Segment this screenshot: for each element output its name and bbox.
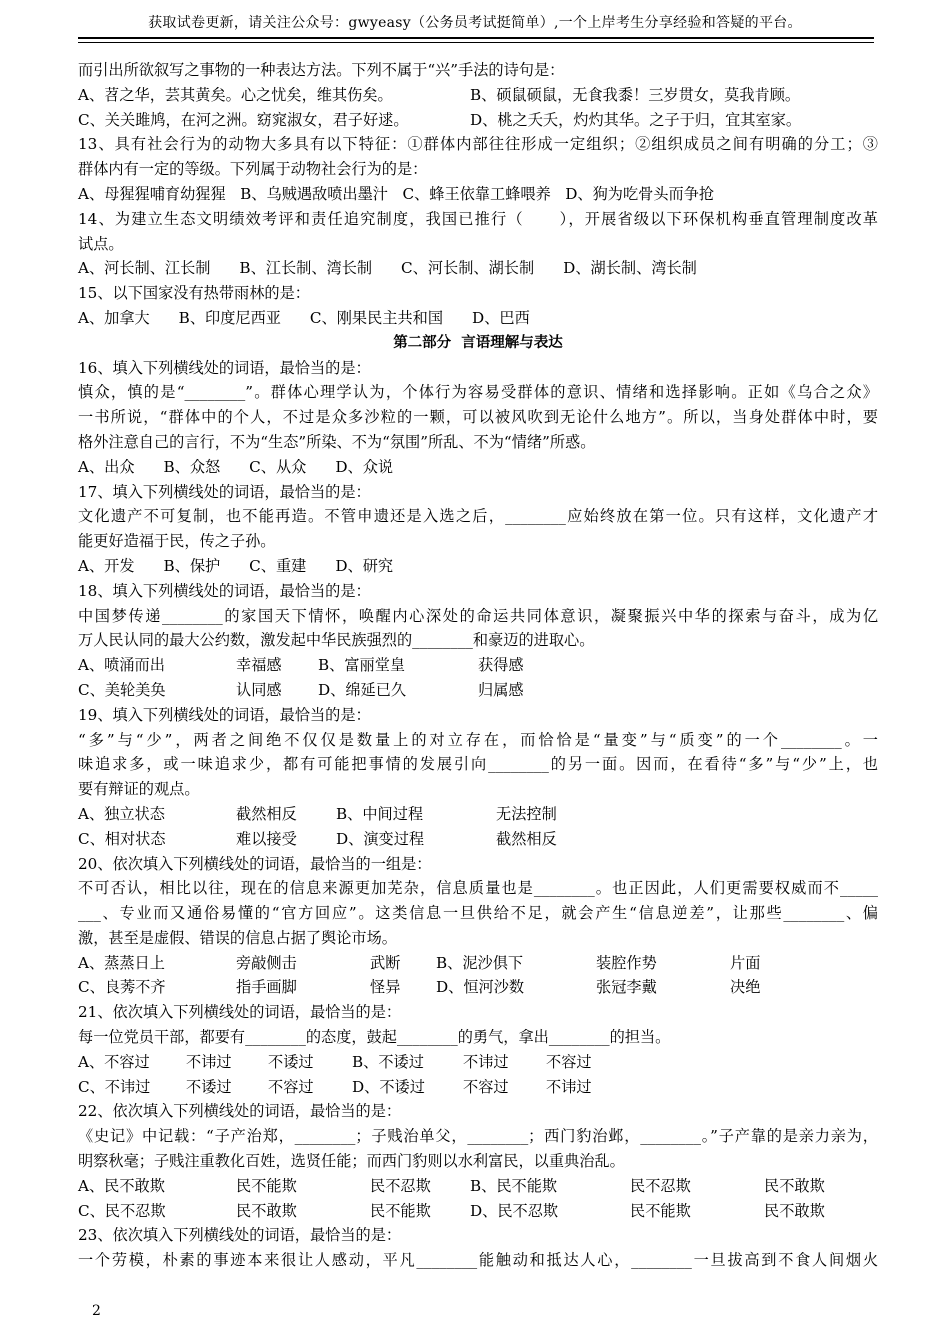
option-c-word: 民不能欺 [370, 1201, 431, 1220]
option-b-word: 民不敢欺 [764, 1176, 825, 1195]
option-c-word: 指手画脚 [236, 978, 297, 997]
option-b: B、富丽堂皇 [318, 656, 406, 675]
option-d: D、绵延已久 [318, 680, 407, 699]
option-d: D、恒河沙数 [436, 978, 525, 997]
option-line [78, 802, 878, 827]
question-13-options: A、母猩猩哺育幼猩猩 B、乌贼遇敌喷出墨汁 C、蜂王依靠工蜂喂养 D、狗为吃骨头而争抢 [78, 184, 715, 203]
option-d-word: 归属感 [478, 680, 524, 699]
option-d-word: 截然相反 [496, 829, 557, 848]
option-line [78, 975, 878, 1000]
option-d-word: 不容过 [463, 1077, 509, 1096]
option-line [78, 678, 878, 703]
text-line: 中国梦传递________的家国天下情怀，唤醒内心深处的命运共同体意识，凝聚振兴中华的探索与奋斗，成为亿 [78, 606, 878, 625]
text-line: 慎众，慎的是“________”。群体心理学认为，个体行为容易受群体的意识、情绪和选择影响。正如《乌合之众》 [78, 383, 878, 402]
text-line: 味追求多，或一味追求少，都有可能把事情的发展引向________的另一面。因而，在看待“多”与“少”上，也 [78, 755, 878, 774]
option-c-word: 民不敢欺 [236, 1201, 297, 1220]
option-d-word: 民不敢欺 [764, 1201, 825, 1220]
text-line: 文化遗产不可复制，也不能再造。不管申遗还是入选之后，________应始终放在第一位。只有这样，文化遗产才 [78, 507, 878, 526]
text-line: 试点。 [78, 234, 124, 253]
option-a-word: 截然相反 [236, 804, 297, 823]
text-line: 一书所说，“群体中的个人，不过是众多沙粒的一颗，可以被风吹到无论什么地方”。所以，当身处群体中时，要 [78, 408, 878, 427]
option-line [78, 1174, 878, 1199]
option-b: B、硕鼠硕鼠，无食我黍！三岁贯女，莫我肯顾。 [470, 85, 801, 104]
header-rule-thick [78, 37, 874, 39]
option-b: B、民不能欺 [470, 1176, 558, 1195]
text-line: 群体内有一定的等级。下列属于动物社会行为的是： [78, 160, 428, 179]
option-a-word: 不讳过 [186, 1052, 232, 1071]
text-line: 明察秋毫；子贱注重教化百姓，选贤任能；而西门豹则以水利富民，以重典治乱。 [78, 1152, 625, 1171]
text-line: 一个劳模，朴素的事迹本来很让人感动，平凡________能触动和抵达人心，________一旦拔高到不食人间烟火 [78, 1251, 878, 1270]
option-c: C、美轮美奂 [78, 680, 166, 699]
option-c: C、不讳过 [78, 1077, 151, 1096]
option-c-word: 怪异 [370, 978, 401, 997]
option-b-word: 民不忍欺 [630, 1176, 691, 1195]
option-d-word: 不讳过 [546, 1077, 592, 1096]
option-a-word: 幸福感 [236, 656, 282, 675]
option-a: A、民不敢欺 [78, 1176, 165, 1195]
option-d: D、演变过程 [336, 829, 425, 848]
question-15-options: A、加拿大 B、印度尼西亚 C、刚果民主共和国 D、巴西 [78, 308, 530, 327]
option-a-word: 民不忍欺 [370, 1176, 431, 1195]
option-d: D、不诿过 [352, 1077, 425, 1096]
text-line: 能更好造福于民，传之子孙。 [78, 532, 276, 551]
page-number: 2 [92, 1303, 101, 1319]
question-14: 14、为建立生态文明绩效考评和责任追究制度，我国已推行（ ），开展省级以下环保机构垂直管理制度改革 [78, 209, 878, 228]
text-line: 每一位党员干部，都要有________的态度，鼓起________的勇气，拿出________的担当。 [78, 1028, 671, 1047]
option-b-word: 片面 [730, 953, 761, 972]
question-16: 16、填入下列横线处的词语，最恰当的是： [78, 358, 371, 377]
question-20: 20、依次填入下列横线处的词语，最恰当的一组是： [78, 854, 432, 873]
option-c-word: 认同感 [236, 680, 282, 699]
option-line [78, 827, 878, 852]
text-line: ___、专业而又通俗易懂的“官方回应”。这类信息一旦供给不足，就会产生“信息逆差”，让那些________、偏 [78, 904, 878, 923]
option-a-word: 武断 [370, 953, 401, 972]
option-d: D、桃之夭夭，灼灼其华。之子于归，宜其室家。 [470, 110, 802, 129]
option-c-word: 不诿过 [186, 1077, 232, 1096]
question-22: 22、依次填入下列横线处的词语，最恰当的是： [78, 1102, 402, 1121]
option-b-word: 不容过 [546, 1052, 592, 1071]
question-17: 17、填入下列横线处的词语，最恰当的是： [78, 482, 371, 501]
question-19: 19、填入下列横线处的词语，最恰当的是： [78, 705, 371, 724]
option-c: C、民不忍欺 [78, 1201, 166, 1220]
option-d-word: 民不能欺 [630, 1201, 691, 1220]
page-header: 获取试卷更新，请关注公众号：gwyeasy（公务员考试挺简单）,一个上岸考生分享经验和答疑的平台。 [148, 15, 802, 31]
option-line [78, 1199, 878, 1224]
text-line: 要有辩证的观点。 [78, 780, 200, 799]
question-18: 18、填入下列横线处的词语，最恰当的是： [78, 581, 371, 600]
option-b: B、中间过程 [336, 804, 424, 823]
option-line [78, 83, 878, 108]
question-15: 15、以下国家没有热带雨林的是： [78, 284, 310, 303]
header-rule-thin [78, 42, 874, 43]
option-b-word: 无法控制 [496, 804, 557, 823]
option-d-word: 决绝 [730, 978, 761, 997]
option-b: B、不诿过 [352, 1052, 424, 1071]
option-b-word: 不讳过 [463, 1052, 509, 1071]
option-d: D、民不忍欺 [470, 1201, 559, 1220]
option-a-word: 民不能欺 [236, 1176, 297, 1195]
question-16-options: A、出众 B、众怒 C、从众 D、众说 [78, 457, 394, 476]
text-line: 不可否认，相比以往，现在的信息来源更加芜杂，信息质量也是________。也正因此，人们更需要权威而不_____ [78, 879, 878, 898]
text-line: “多”与“少”，两者之间绝不仅仅是数量上的对立存在，而恰恰是“量变”与“质变”的一个________。一 [78, 730, 878, 749]
document-body [78, 58, 878, 1273]
option-a: A、喷涌而出 [78, 656, 165, 675]
option-b-word: 装腔作势 [596, 953, 657, 972]
option-a: A、不容过 [78, 1052, 150, 1071]
section-title: 第二部分 言语理解与表达 [393, 334, 563, 351]
question-17-options: A、开发 B、保护 C、重建 D、研究 [78, 556, 394, 575]
option-line [78, 951, 878, 976]
option-c: C、关关雎鸠，在河之洲。窈窕淑女，君子好逑。 [78, 110, 409, 129]
option-line [78, 108, 878, 133]
option-c-word: 难以接受 [236, 829, 297, 848]
text-line: 万人民认同的最大公约数，激发起中华民族强烈的________和豪迈的进取心。 [78, 631, 595, 650]
option-c: C、相对状态 [78, 829, 166, 848]
option-line [78, 1075, 878, 1100]
text-line: 激，甚至是虚假、错误的信息占据了舆论市场。 [78, 928, 397, 947]
option-b-word: 获得感 [478, 656, 524, 675]
option-d-word: 张冠李戴 [596, 978, 657, 997]
option-line [78, 653, 878, 678]
question-23: 23、依次填入下列横线处的词语，最恰当的是： [78, 1226, 402, 1245]
question-21: 21、依次填入下列横线处的词语，最恰当的是： [78, 1003, 402, 1022]
option-line [78, 1050, 878, 1075]
option-a-word: 旁敲侧击 [236, 953, 297, 972]
option-a: A、蒸蒸日上 [78, 953, 165, 972]
text-line: 而引出所欲叙写之事物的一种表达方法。下列不属于“兴”手法的诗句是： [78, 61, 565, 79]
option-a-word: 不诿过 [268, 1052, 314, 1071]
option-b: B、泥沙俱下 [436, 953, 524, 972]
option-c-word: 不容过 [268, 1077, 314, 1096]
text-line: 格外注意自己的言行，不为“生态”所染、不为“氛围”所乱、不为“情绪”所惑。 [78, 432, 596, 451]
option-a: A、苕之华，芸其黄矣。心之忧矣，维其伤矣。 [78, 85, 393, 104]
option-a: A、独立状态 [78, 804, 165, 823]
question-13: 13、具有社会行为的动物大多具有以下特征：①群体内部往往形成一定组织；②组织成员之间有明确的分工；③ [78, 135, 878, 154]
text-line: 《史记》中记载：“子产治郑，________；子贱治单父，________；西门豹治邺，________。”子产靠的是亲力亲为， [78, 1127, 878, 1146]
option-c: C、良莠不齐 [78, 978, 166, 997]
question-14-options: A、河长制、江长制 B、江长制、湾长制 C、河长制、湖长制 D、湖长制、湾长制 [78, 259, 697, 278]
